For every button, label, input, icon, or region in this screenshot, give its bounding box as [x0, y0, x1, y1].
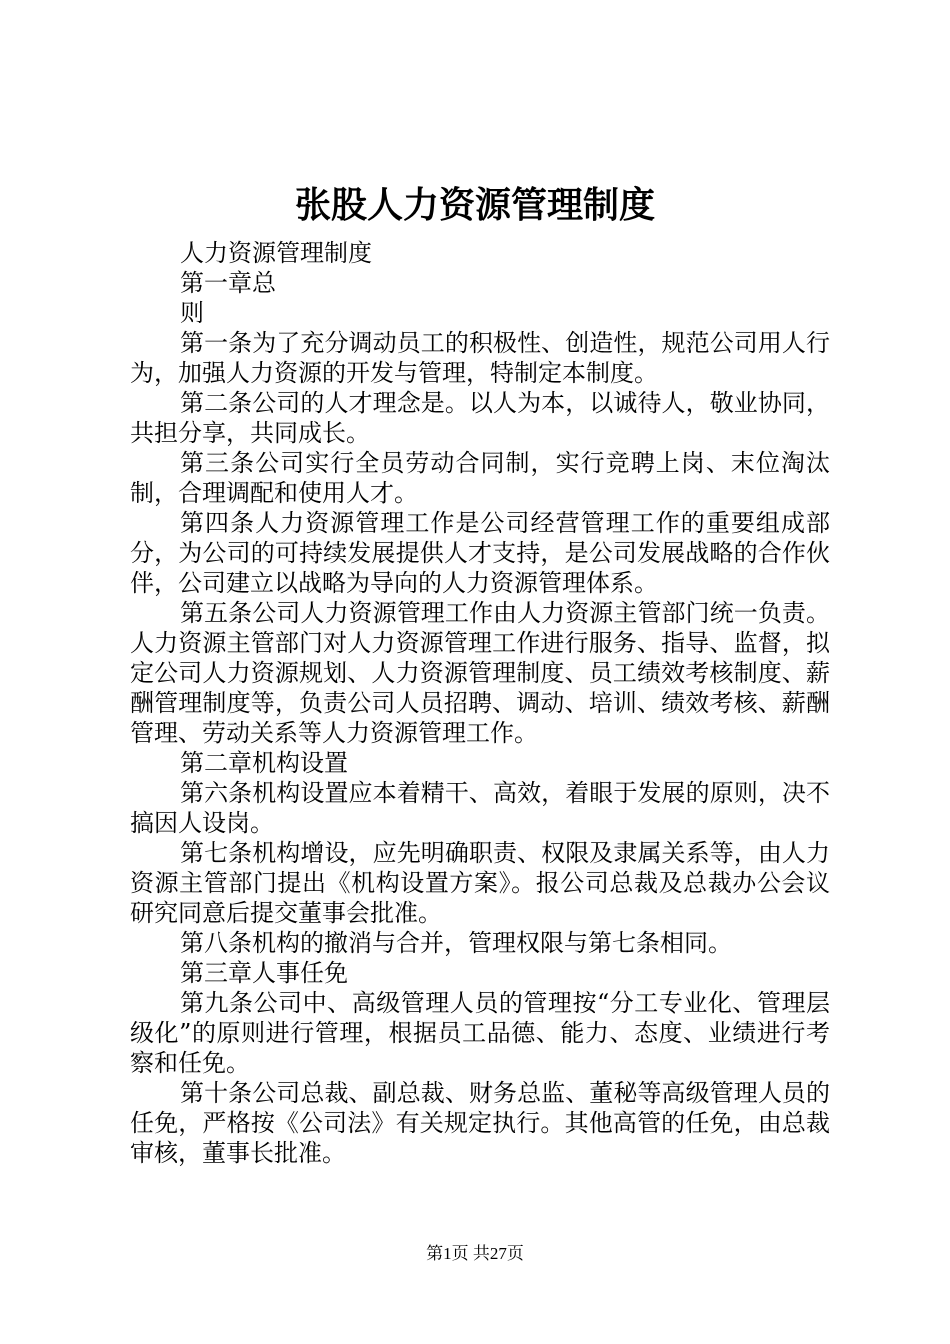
page-footer: 第1页 共27页 [426, 1244, 524, 1263]
chapter-heading-continued: 则 [180, 299, 204, 327]
article-8: 第八条机构的撤消与合并，管理权限与第七条相同。 [180, 929, 732, 957]
article-2: 第二条公司的人才理念是。以人为本，以诚待人，敬业协同，共担分享，共同成长。 [130, 389, 830, 447]
article-1: 第一条为了充分调动员工的积极性、创造性，规范公司用人行为，加强人力资源的开发与管理，特制定本制度。 [130, 329, 830, 387]
chapter-heading: 第二章机构设置 [180, 749, 348, 777]
document-body [130, 238, 830, 1168]
chapter-heading: 第三章人事任免 [180, 959, 348, 987]
article-6: 第六条机构设置应本着精干、高效，着眼于发展的原则，决不搞因人设岗。 [130, 779, 830, 837]
article-10: 第十条公司总裁、副总裁、财务总监、董秘等高级管理人员的任免，严格按《公司法》有关规定执行。其他高管的任免，由总裁审核，董事长批准。 [130, 1079, 830, 1167]
document-title: 张股人力资源管理制度 [294, 184, 655, 226]
article-7: 第七条机构增设，应先明确职责、权限及隶属关系等，由人力资源主管部门提出《机构设置方案》。报公司总裁及总裁办公会议研究同意后提交董事会批准。 [130, 839, 830, 927]
article-3: 第三条公司实行全员劳动合同制，实行竞聘上岗、末位淘汰制，合理调配和使用人才。 [130, 449, 830, 507]
article-9: 第九条公司中、高级管理人员的管理按“分工专业化、管理层级化”的原则进行管理，根据员工品德、能力、态度、业绩进行考察和任免。 [130, 989, 830, 1077]
chapter-heading: 第一章总 [180, 269, 276, 297]
article-4: 第四条人力资源管理工作是公司经营管理工作的重要组成部分，为公司的可持续发展提供人才支持，是公司发展战略的合作伙伴，公司建立以战略为导向的人力资源管理体系。 [130, 509, 830, 597]
article-5: 第五条公司人力资源管理工作由人力资源主管部门统一负责。人力资源主管部门对人力资源管理工作进行服务、指导、监督，拟定公司人力资源规划、人力资源管理制度、员工绩效考核制度、薪酬管理制度等，负责公司人员招聘、调动、培训、绩效考核、薪酬管理、劳动关系等人力资源管理工作。 [130, 599, 830, 747]
paragraph: 人力资源管理制度 [180, 239, 372, 267]
